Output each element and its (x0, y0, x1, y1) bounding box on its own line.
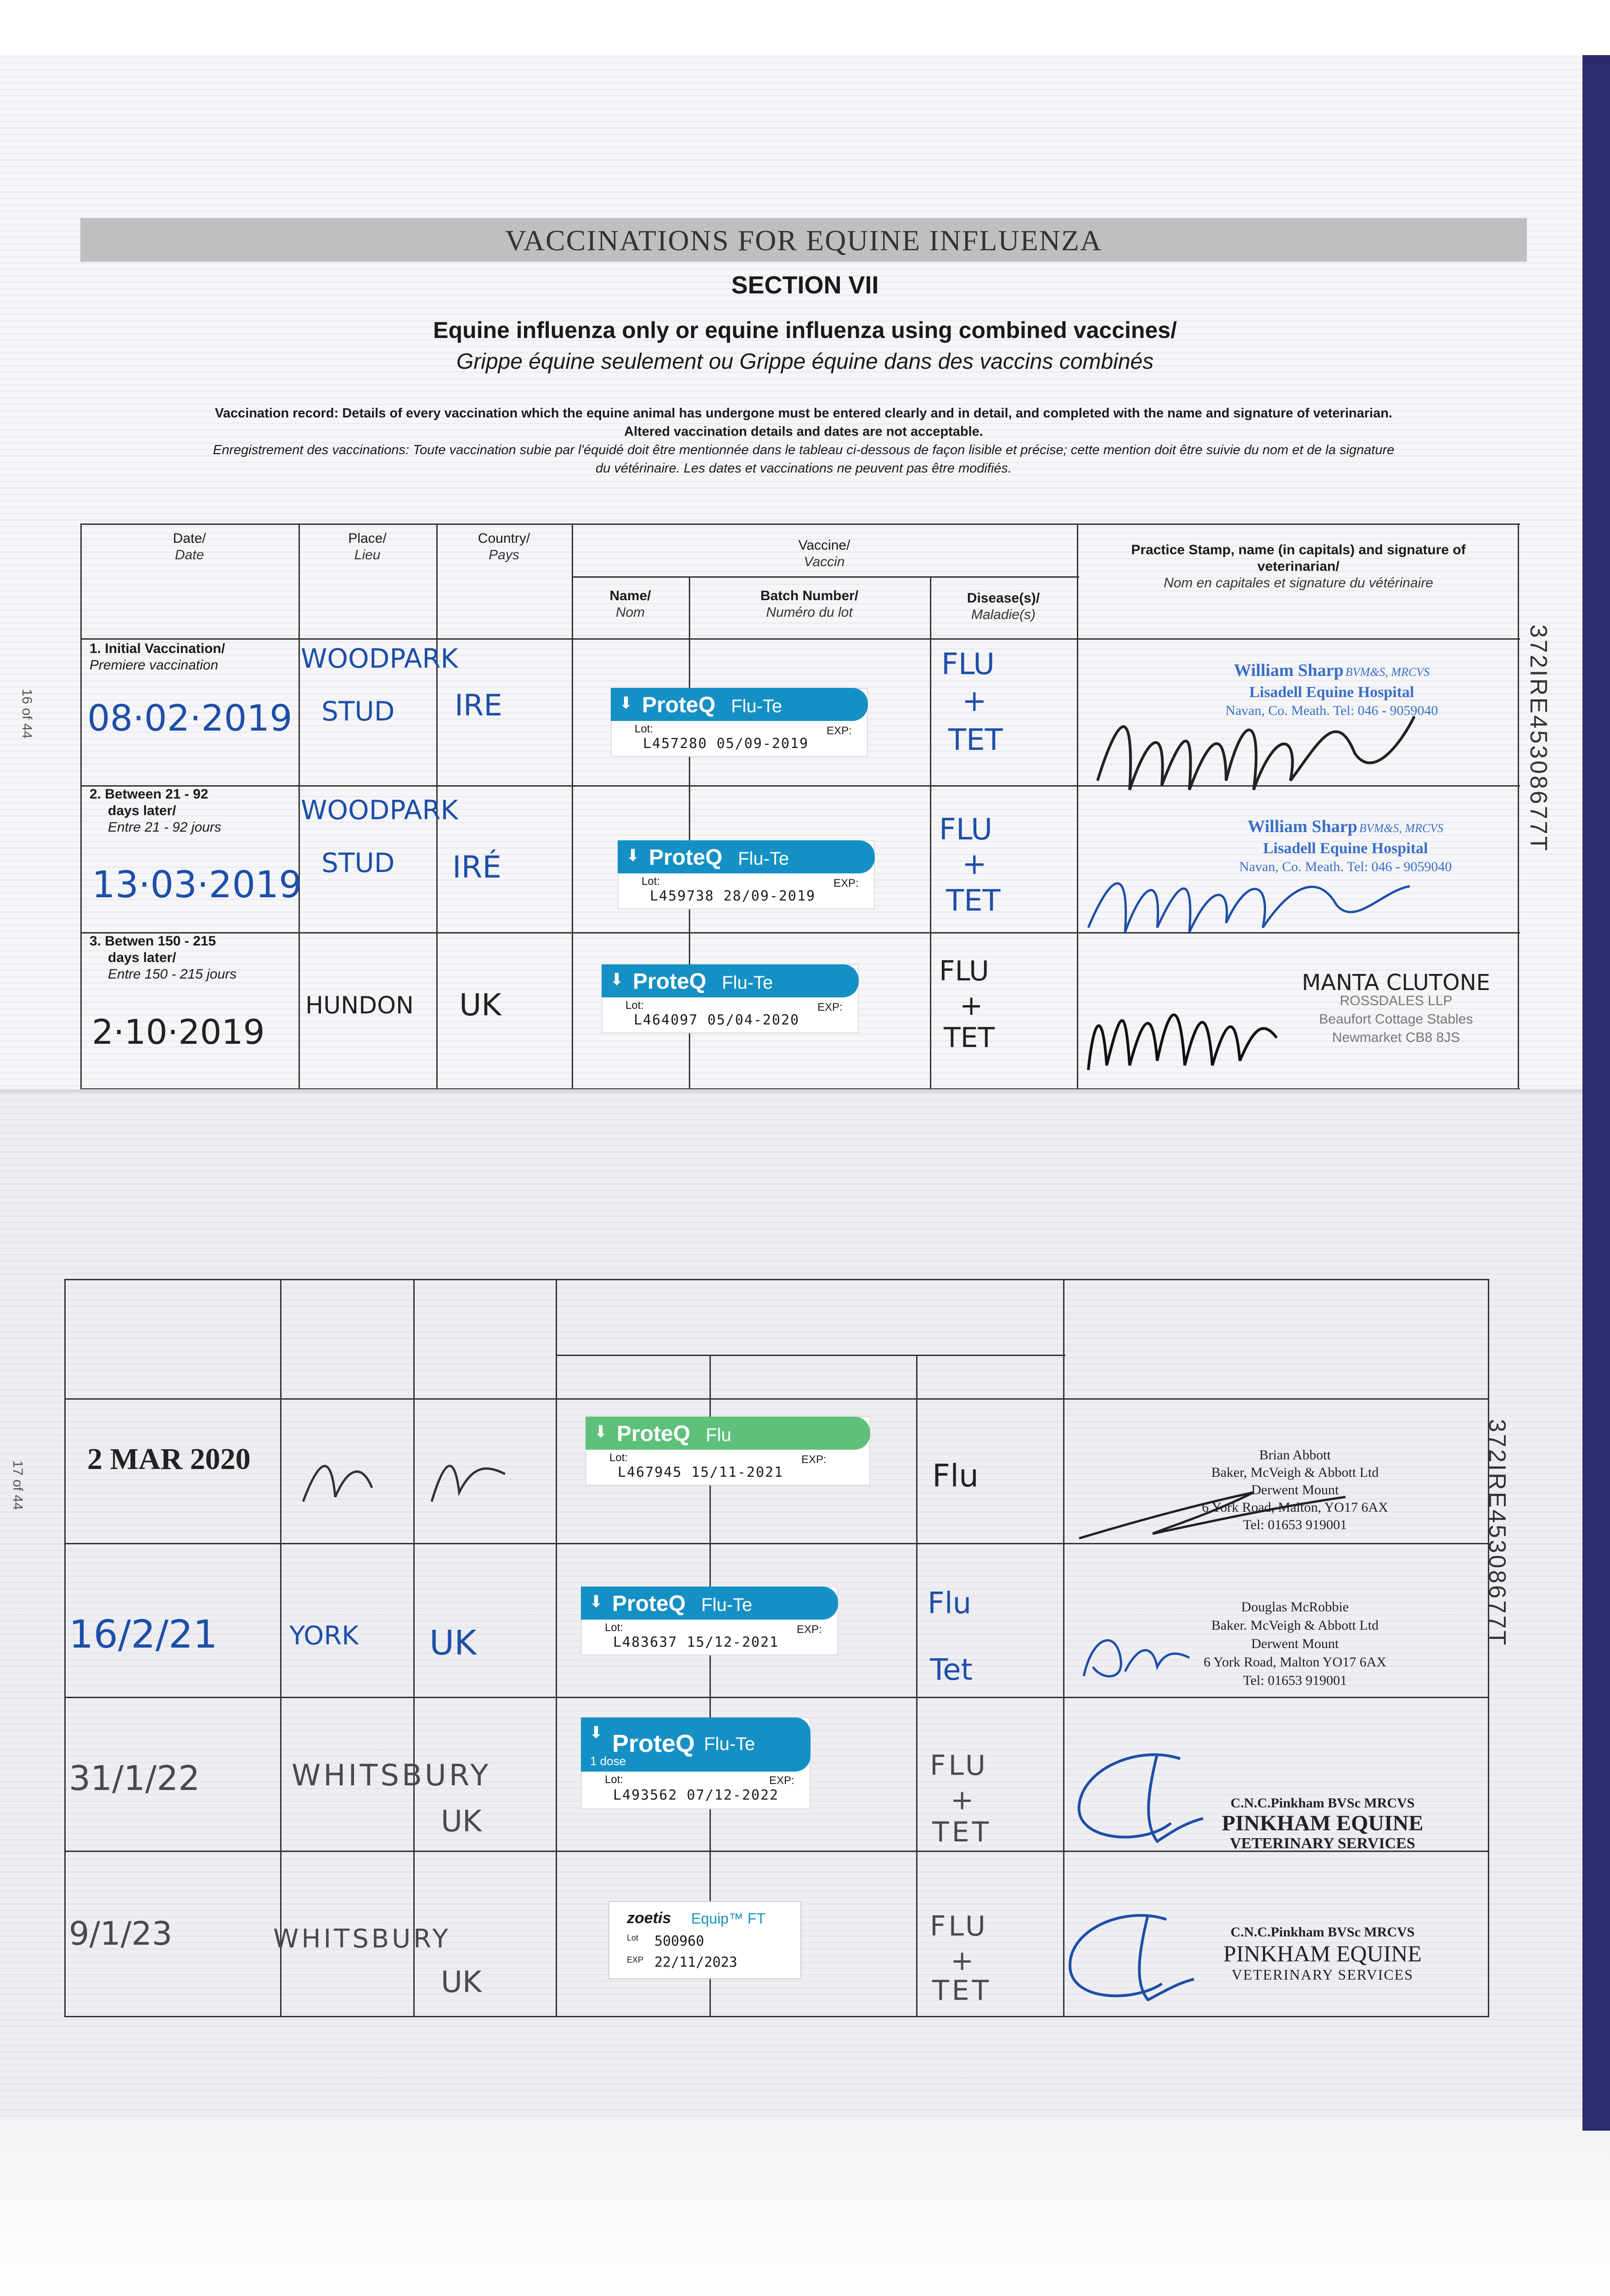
passport-cover-edge (0, 2117, 1610, 2296)
record-fr-line-2: du vétérinaire. Les dates et vaccinations ne peuvent pas être modifiés. (596, 461, 1012, 476)
signature-7 (1052, 1896, 1203, 2007)
passport-id-bottom: 372IRE45308677T (1484, 1419, 1510, 1647)
country-6: UK (441, 1805, 482, 1839)
band-title: VACCINATIONS FOR EQUINE INFLUENZA (505, 224, 1103, 257)
disease-5b: Tet (930, 1653, 973, 1687)
place-5: YORK (289, 1621, 359, 1651)
country-1: IRE (455, 689, 502, 723)
country-5: UK (429, 1623, 477, 1663)
batch-1: L457280 05/09-2019 (643, 736, 809, 752)
disease-7c: TET (932, 1975, 992, 2007)
batch-6: L493562 07/12-2022 (613, 1787, 779, 1803)
expiry-7: 22/11/2023 (654, 1954, 737, 1970)
record-instructions-en (87, 404, 1520, 441)
country-7: UK (441, 1965, 482, 1999)
page-number-top: 16 of 44 (19, 689, 34, 739)
passport-id-top: 372IRE45308677T (1525, 625, 1552, 853)
vet-stamp-3: MANTA CLUTONE ROSSDALES LLP Beaufort Cottage Stables Newmarket CB8 8JS (1301, 970, 1491, 1045)
passport-cover-strip (1582, 55, 1610, 2131)
arrow-icon: ⬇ (594, 1422, 608, 1441)
batch-7: 500960 (654, 1933, 704, 1949)
signature-5 (1075, 1626, 1194, 1685)
arrow-icon: ⬇ (589, 1723, 603, 1742)
vet-stamp-7: C.N.C.Pinkham BVSc MRCVS PINKHAM EQUINE VETERINARY SERVICES (1223, 1925, 1422, 1983)
place-7: WHITSBURY (273, 1924, 451, 1954)
signature-1 (1079, 689, 1428, 808)
arrow-icon: ⬇ (589, 1592, 603, 1611)
disease-3a: FLU (939, 955, 989, 987)
vaccine-sticker-3: ⬇ ProteQ Flu-Te Lot: EXP: L464097 05/04-2020 (602, 964, 859, 1033)
section-title: SECTION VII (731, 271, 879, 299)
header-batch: Batch Number/ Numéro du lot (760, 588, 859, 620)
disease-1b: + (962, 684, 987, 718)
country-2: IRÉ (452, 850, 502, 885)
place-2a: WOODPARK (301, 794, 458, 826)
vaccine-sticker-1: ⬇ ProteQ Flu-Te Lot: EXP: L457280 05/09-2019 (611, 688, 868, 757)
record-instructions-fr (83, 441, 1525, 478)
disease-6b: + (951, 1784, 974, 1816)
disease-6c: TET (932, 1816, 992, 1848)
page-number-bottom: 17 of 44 (10, 1460, 25, 1510)
disease-3b: + (960, 990, 983, 1022)
record-en-line-1: Vaccination record: Details of every vaccination which the equine animal has undergone must be entered clearly and in detail, and completed with the name and signature of veterinarian. (215, 406, 1392, 421)
disease-4: Flu (932, 1458, 979, 1494)
disease-2b: + (962, 847, 987, 881)
vet-stamp-4: Brian Abbott Baker, McVeigh & Abbott Ltd Derwent Mount 6 York Road, Malton, YO17 6AX Tel: 01653 919001 (1202, 1447, 1388, 1532)
date-3: 2·10·2019 (92, 1013, 265, 1052)
disease-3c: TET (944, 1022, 995, 1054)
vet-stamp-5: Douglas McRobbie Baker. McVeigh & Abbott Ltd Derwent Mount 6 York Road, Malton YO17 6AX Tel: 01653 919001 (1203, 1599, 1387, 1688)
date-2: 13·03·2019 (92, 863, 303, 906)
signature-2 (1079, 845, 1428, 941)
header-stamp: Practice Stamp, name (in capitals) and signature of veterinarian/ Nom en capitales et signature du vétérinaire (1131, 542, 1466, 591)
place-3: HUNDON (305, 992, 414, 1019)
vaccine-sticker-5: ⬇ ProteQ Flu-Te Lot: EXP: L483637 15/12-2021 (581, 1587, 838, 1655)
batch-4: L467945 15/11-2021 (618, 1464, 784, 1480)
vaccine-sticker-7: zoetis Equip™ FT Lot 500960 EXP 22/11/2023 (608, 1901, 801, 1979)
arrow-icon: ⬇ (619, 693, 633, 712)
arrow-icon: ⬇ (626, 846, 640, 865)
arrow-icon: ⬇ (610, 970, 624, 989)
place-country-4-scrawl (294, 1437, 533, 1511)
signature-3 (1079, 983, 1281, 1075)
disease-2a: FLU (939, 813, 993, 847)
signature-4 (1070, 1479, 1355, 1548)
country-3: UK (459, 987, 501, 1023)
header-vaccine: Vaccine/ Vaccin (798, 538, 850, 569)
header-disease: Disease(s)/ Maladie(s) (967, 591, 1040, 622)
section-band (80, 218, 1527, 262)
place-1a: WOODPARK (301, 643, 458, 674)
header-country: Country/ Pays (478, 531, 530, 563)
date-5: 16/2/21 (69, 1612, 218, 1657)
batch-3: L464097 05/04-2020 (634, 1012, 800, 1028)
subtitle-fr: Grippe équine seulement ou Grippe équine dans des vaccins combinés (456, 349, 1154, 374)
vaccine-sticker-4: ⬇ ProteQ Flu Lot: EXP: L467945 15/11-2021 (585, 1417, 870, 1486)
vet-stamp-2: William Sharp BVM&S, MRCVS Lisadell Equine Hospital Navan, Co. Meath. Tel: 046 - 9059040 (1239, 817, 1452, 874)
disease-1a: FLU (941, 647, 995, 681)
header-name: Name/ Nom (609, 588, 651, 620)
signature-6 (1065, 1740, 1217, 1851)
record-en-line-2: Altered vaccination details and dates are not acceptable. (624, 424, 983, 439)
place-6: WHITSBURY (292, 1759, 491, 1793)
record-fr-line-1: Enregistrement des vaccinations: Toute vaccination subie par l'équidé doit être mentionnée dans le tableau ci-dessous de façon lisible et précise; cette mention doit être suivie du nom et de la signature (213, 443, 1395, 457)
header-date: Date/ Date (173, 531, 206, 563)
row-label-3: 3. Betwen 150 - 215 days later/ Entre 150 - 215 jours (90, 934, 237, 982)
disease-7b: + (951, 1945, 974, 1977)
batch-2: L459738 28/09-2019 (650, 888, 816, 904)
subtitle-en: Equine influenza only or equine influenza using combined vaccines/ (433, 317, 1177, 343)
date-4: 2 MAR 2020 (87, 1442, 251, 1476)
zoetis-logo: zoetis (627, 1909, 671, 1927)
vaccine-sticker-6: ⬇ ProteQ Flu-Te 1 dose Lot: EXP: L493562 07/12-2022 (581, 1717, 811, 1809)
disease-1c: TET (948, 723, 1003, 757)
place-2b: STUD (321, 847, 395, 878)
batch-5: L483637 15/12-2021 (613, 1634, 779, 1650)
disease-7a: FLU (930, 1910, 988, 1942)
vaccine-sticker-2: ⬇ ProteQ Flu-Te Lot: EXP: L459738 28/09-2019 (618, 840, 875, 909)
row-label-1: 1. Initial Vaccination/ Premiere vaccination (90, 641, 225, 673)
disease-6a: FLU (930, 1750, 988, 1782)
vet-stamp-1: William Sharp BVM&S, MRCVS Lisadell Equine Hospital Navan, Co. Meath. Tel: 046 - 9059040 (1225, 661, 1438, 718)
row-label-2: 2. Between 21 - 92 days later/ Entre 21 - 92 jours (90, 787, 221, 835)
disease-5a: Flu (928, 1587, 972, 1621)
disease-2c: TET (946, 884, 1001, 918)
header-place: Place/ Lieu (348, 531, 387, 563)
place-1b: STUD (321, 696, 395, 727)
vet-stamp-6: C.N.C.Pinkham BVSc MRCVS PINKHAM EQUINE VETERINARY SERVICES (1222, 1795, 1424, 1852)
date-7: 9/1/23 (69, 1915, 173, 1953)
date-6: 31/1/22 (69, 1759, 200, 1798)
date-1: 08·02·2019 (87, 698, 293, 739)
